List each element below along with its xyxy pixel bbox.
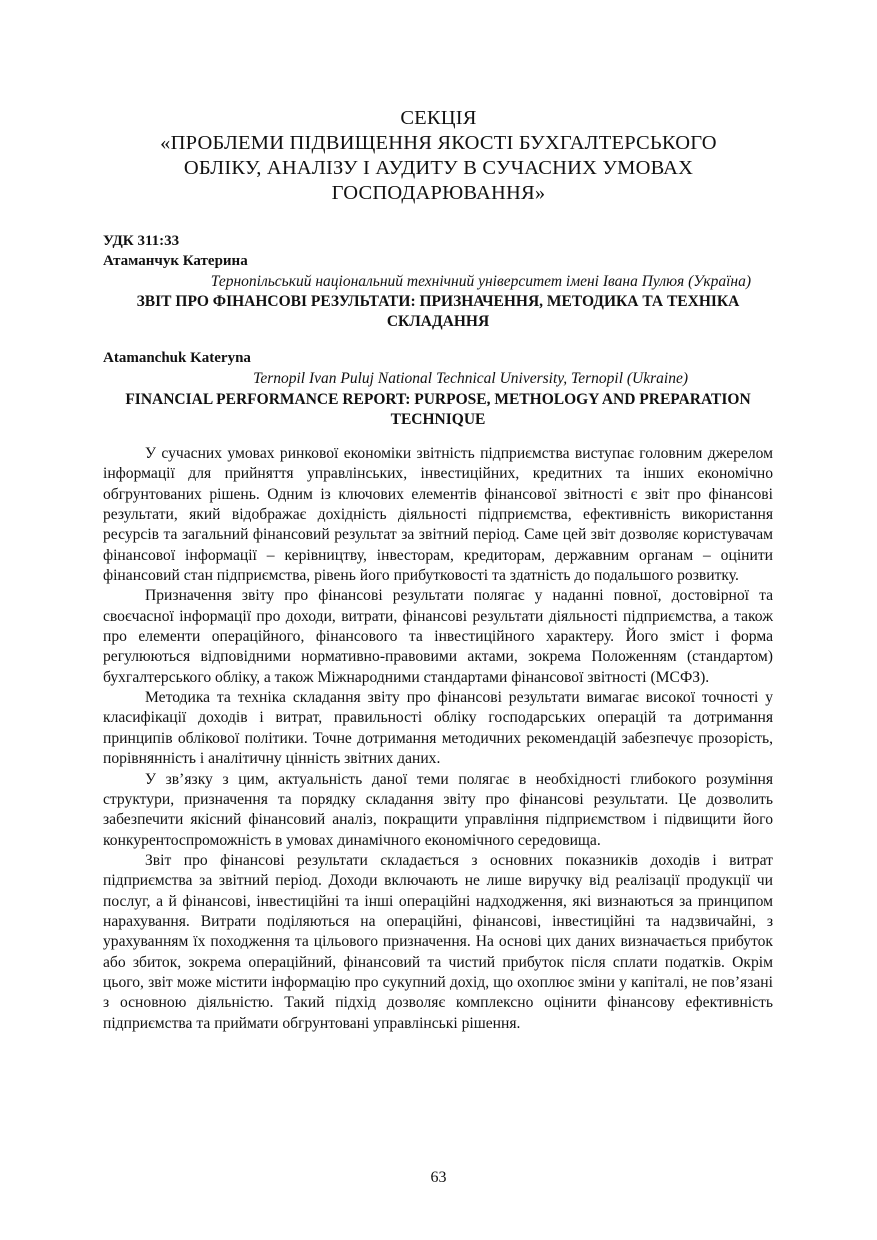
article-body [103,444,773,1034]
section-heading-line: ОБЛІКУ, АНАЛІЗУ І АУДИТУ В СУЧАСНИХ УМОВАХ [183,157,694,179]
section-heading-line: СЕКЦІЯ [400,107,477,129]
affiliation-ua: Тернопільський національний технічний університет імені Івана Пулюя (Україна) [210,273,751,290]
body-paragraph: У зв’язку з цим, актуальність даної теми полягає в необхідності глибокого розуміння структури, призначення та порядку складання звіту про фінансові результати. Це дозволить забезпечити якісний фінансовий аналіз, покращити управління підприємством і підвищити його конкурентоспроможність в умовах динамічного економічного середовища. [103,770,773,849]
affiliation-en: Ternopil Ivan Puluj National Technical University, Ternopil (Ukraine) [253,370,688,387]
body-paragraph: Звіт про фінансові результати складається з основних показників доходів і витрат підприємства за звітний період. Доходи включають не лише виручку від реалізації продукції чи послуг, а й фінансові, інвестиційні та інші операційні надходження, які визнаються за принципом нарахування. Витрати поділяються на операційні, фінансові, інвестиційні та надзвичайні, з урахуванням їх походження та цільового призначення. На основі цих даних визначається прибуток або збиток, зокрема операційний, фінансовий та чистий прибуток після сплати податків. Окрім цього, звіт може містити інформацію про сукупний дохід, що охоплює зміни у капіталі, не пов’язані з основною діяльністю. Такий підхід дозволяє комплексно оцінити фінансову ефективність підприємства та приймати обгрунтовані управлінські рішення. [103,851,773,1032]
section-heading [100,106,777,206]
author-name-ua: Атаманчук Катерина [103,253,248,269]
body-paragraph: Призначення звіту про фінансові результати полягає у наданні повної, достовірної та своєчасної інформації про доходи, витрати, фінансові результати діяльності підприємства, а також про елементи операційного, фінансового та інвестиційного характеру. Його зміст і форма регулюються відповідними нормативно-правовими актами, зокрема Положенням (стандартом) бухгалтерського обліку, а також Міжнародними стандартами фінансової звітності (МСФЗ). [103,587,773,686]
article-title-ua: ЗВІТ ПРО ФІНАНСОВІ РЕЗУЛЬТАТИ: ПРИЗНАЧЕННЯ, МЕТОДИКА ТА ТЕХНІКА СКЛАДАННЯ [136,293,740,330]
udk-code: УДК 311:33 [103,233,180,249]
page-number: 63 [430,1169,447,1186]
body-paragraph: Методика та техніка складання звіту про фінансові результати вимагає високої точності у класифікації доходів і витрат, правильності обліку господарських операцій та дотримання принципів облікової політики. Точне дотримання методичних рекомендацій забезпечує прозорість, порівнянність і аналітичну цінність звітних даних. [103,689,773,768]
section-heading-line: «ПРОБЛЕМИ ПІДВИЩЕННЯ ЯКОСТІ БУХГАЛТЕРСЬКОГО [160,132,717,154]
author-name-en: Atamanchuk Kateryna [103,350,251,366]
section-heading-line: ГОСПОДАРЮВАННЯ» [331,182,546,204]
article-title-en: FINANCIAL PERFORMANCE REPORT: PURPOSE, METHOLOGY AND PREPARATION TECHNIQUE [125,391,751,428]
body-paragraph: У сучасних умовах ринкової економіки звітність підприємства виступає головним джерелом інформації для прийняття управлінських, інвестиційних, кредитних та інших економічно обгрунтованих рішень. Одним із ключових елементів фінансової звітності є звіт про фінансові результати, який відображає дохідність діяльності підприємства, ефективність використання ресурсів та загальний фінансовий результат за звітний період. Саме цей звіт дозволяє користувачам фінансової інформації – керівництву, інвесторам, кредиторам, державним органам – оцінити фінансовий стан підприємства, рівень його прибутковості та здатність до подальшого розвитку. [103,445,773,585]
